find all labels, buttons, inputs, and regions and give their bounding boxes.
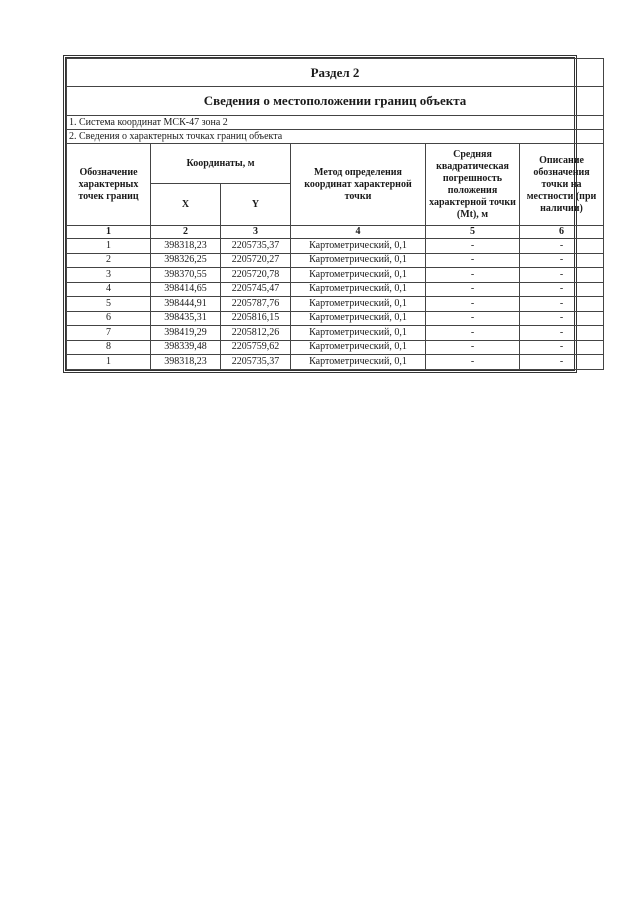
header-x: X xyxy=(151,184,221,226)
table-row xyxy=(67,355,604,370)
section-title: Раздел 2 xyxy=(67,59,604,87)
method-cell: Картометрический, 0,1 xyxy=(291,282,426,297)
description-cell: - xyxy=(520,340,604,355)
boundary-table xyxy=(66,58,604,370)
y-cell: 2205745,47 xyxy=(221,282,291,297)
x-cell: 398318,23 xyxy=(151,355,221,370)
error-cell: - xyxy=(426,239,520,254)
point-cell: 2 xyxy=(67,253,151,268)
point-cell: 8 xyxy=(67,340,151,355)
method-cell: Картометрический, 0,1 xyxy=(291,355,426,370)
coordinate-system-line: 1. Система координат МСК-47 зона 2 xyxy=(67,116,604,130)
y-cell: 2205787,76 xyxy=(221,297,291,312)
table-row xyxy=(67,326,604,341)
description-cell: - xyxy=(520,253,604,268)
x-cell: 398444,91 xyxy=(151,297,221,312)
error-cell: - xyxy=(426,253,520,268)
x-cell: 398419,29 xyxy=(151,326,221,341)
x-cell: 398435,31 xyxy=(151,311,221,326)
point-cell: 6 xyxy=(67,311,151,326)
method-cell: Картометрический, 0,1 xyxy=(291,326,426,341)
table-row xyxy=(67,282,604,297)
column-number-row xyxy=(67,226,604,239)
point-cell: 4 xyxy=(67,282,151,297)
y-cell: 2205735,37 xyxy=(221,239,291,254)
document-frame xyxy=(63,55,597,373)
column-number: 6 xyxy=(520,226,604,239)
x-cell: 398318,23 xyxy=(151,239,221,254)
header-point-designation: Обозначение характерных точек границ xyxy=(67,144,151,226)
table-row xyxy=(67,253,604,268)
error-cell: - xyxy=(426,282,520,297)
error-cell: - xyxy=(426,355,520,370)
description-cell: - xyxy=(520,326,604,341)
table-row xyxy=(67,268,604,283)
point-cell: 1 xyxy=(67,355,151,370)
method-cell: Картометрический, 0,1 xyxy=(291,253,426,268)
section-subtitle: Сведения о местоположении границ объекта xyxy=(67,87,604,116)
point-cell: 7 xyxy=(67,326,151,341)
method-cell: Картометрический, 0,1 xyxy=(291,311,426,326)
description-cell: - xyxy=(520,239,604,254)
method-cell: Картометрический, 0,1 xyxy=(291,268,426,283)
y-cell: 2205735,37 xyxy=(221,355,291,370)
y-cell: 2205720,78 xyxy=(221,268,291,283)
y-cell: 2205812,26 xyxy=(221,326,291,341)
error-cell: - xyxy=(426,340,520,355)
description-cell: - xyxy=(520,282,604,297)
header-error: Средняя квадратическая погрешность положения характерной точки (Mt), м xyxy=(426,144,520,226)
description-cell: - xyxy=(520,311,604,326)
table-row xyxy=(67,297,604,312)
points-info-line: 2. Сведения о характерных точках границ объекта xyxy=(67,130,604,144)
x-cell: 398326,25 xyxy=(151,253,221,268)
description-cell: - xyxy=(520,297,604,312)
x-cell: 398370,55 xyxy=(151,268,221,283)
point-cell: 3 xyxy=(67,268,151,283)
column-number: 1 xyxy=(67,226,151,239)
method-cell: Картометрический, 0,1 xyxy=(291,297,426,312)
description-cell: - xyxy=(520,268,604,283)
header-coordinates: Координаты, м xyxy=(151,144,291,184)
header-method: Метод определения координат характерной точки xyxy=(291,144,426,226)
y-cell: 2205816,15 xyxy=(221,311,291,326)
column-number: 3 xyxy=(221,226,291,239)
error-cell: - xyxy=(426,326,520,341)
header-y: Y xyxy=(221,184,291,226)
column-number: 5 xyxy=(426,226,520,239)
table-row xyxy=(67,311,604,326)
header-description: Описание обозначения точки на местности (при наличии) xyxy=(520,144,604,226)
column-number: 4 xyxy=(291,226,426,239)
point-cell: 5 xyxy=(67,297,151,312)
method-cell: Картометрический, 0,1 xyxy=(291,239,426,254)
x-cell: 398339,48 xyxy=(151,340,221,355)
x-cell: 398414,65 xyxy=(151,282,221,297)
error-cell: - xyxy=(426,297,520,312)
table-row xyxy=(67,239,604,254)
table-row xyxy=(67,340,604,355)
error-cell: - xyxy=(426,268,520,283)
description-cell: - xyxy=(520,355,604,370)
y-cell: 2205759,62 xyxy=(221,340,291,355)
point-cell: 1 xyxy=(67,239,151,254)
y-cell: 2205720,27 xyxy=(221,253,291,268)
error-cell: - xyxy=(426,311,520,326)
method-cell: Картометрический, 0,1 xyxy=(291,340,426,355)
column-number: 2 xyxy=(151,226,221,239)
